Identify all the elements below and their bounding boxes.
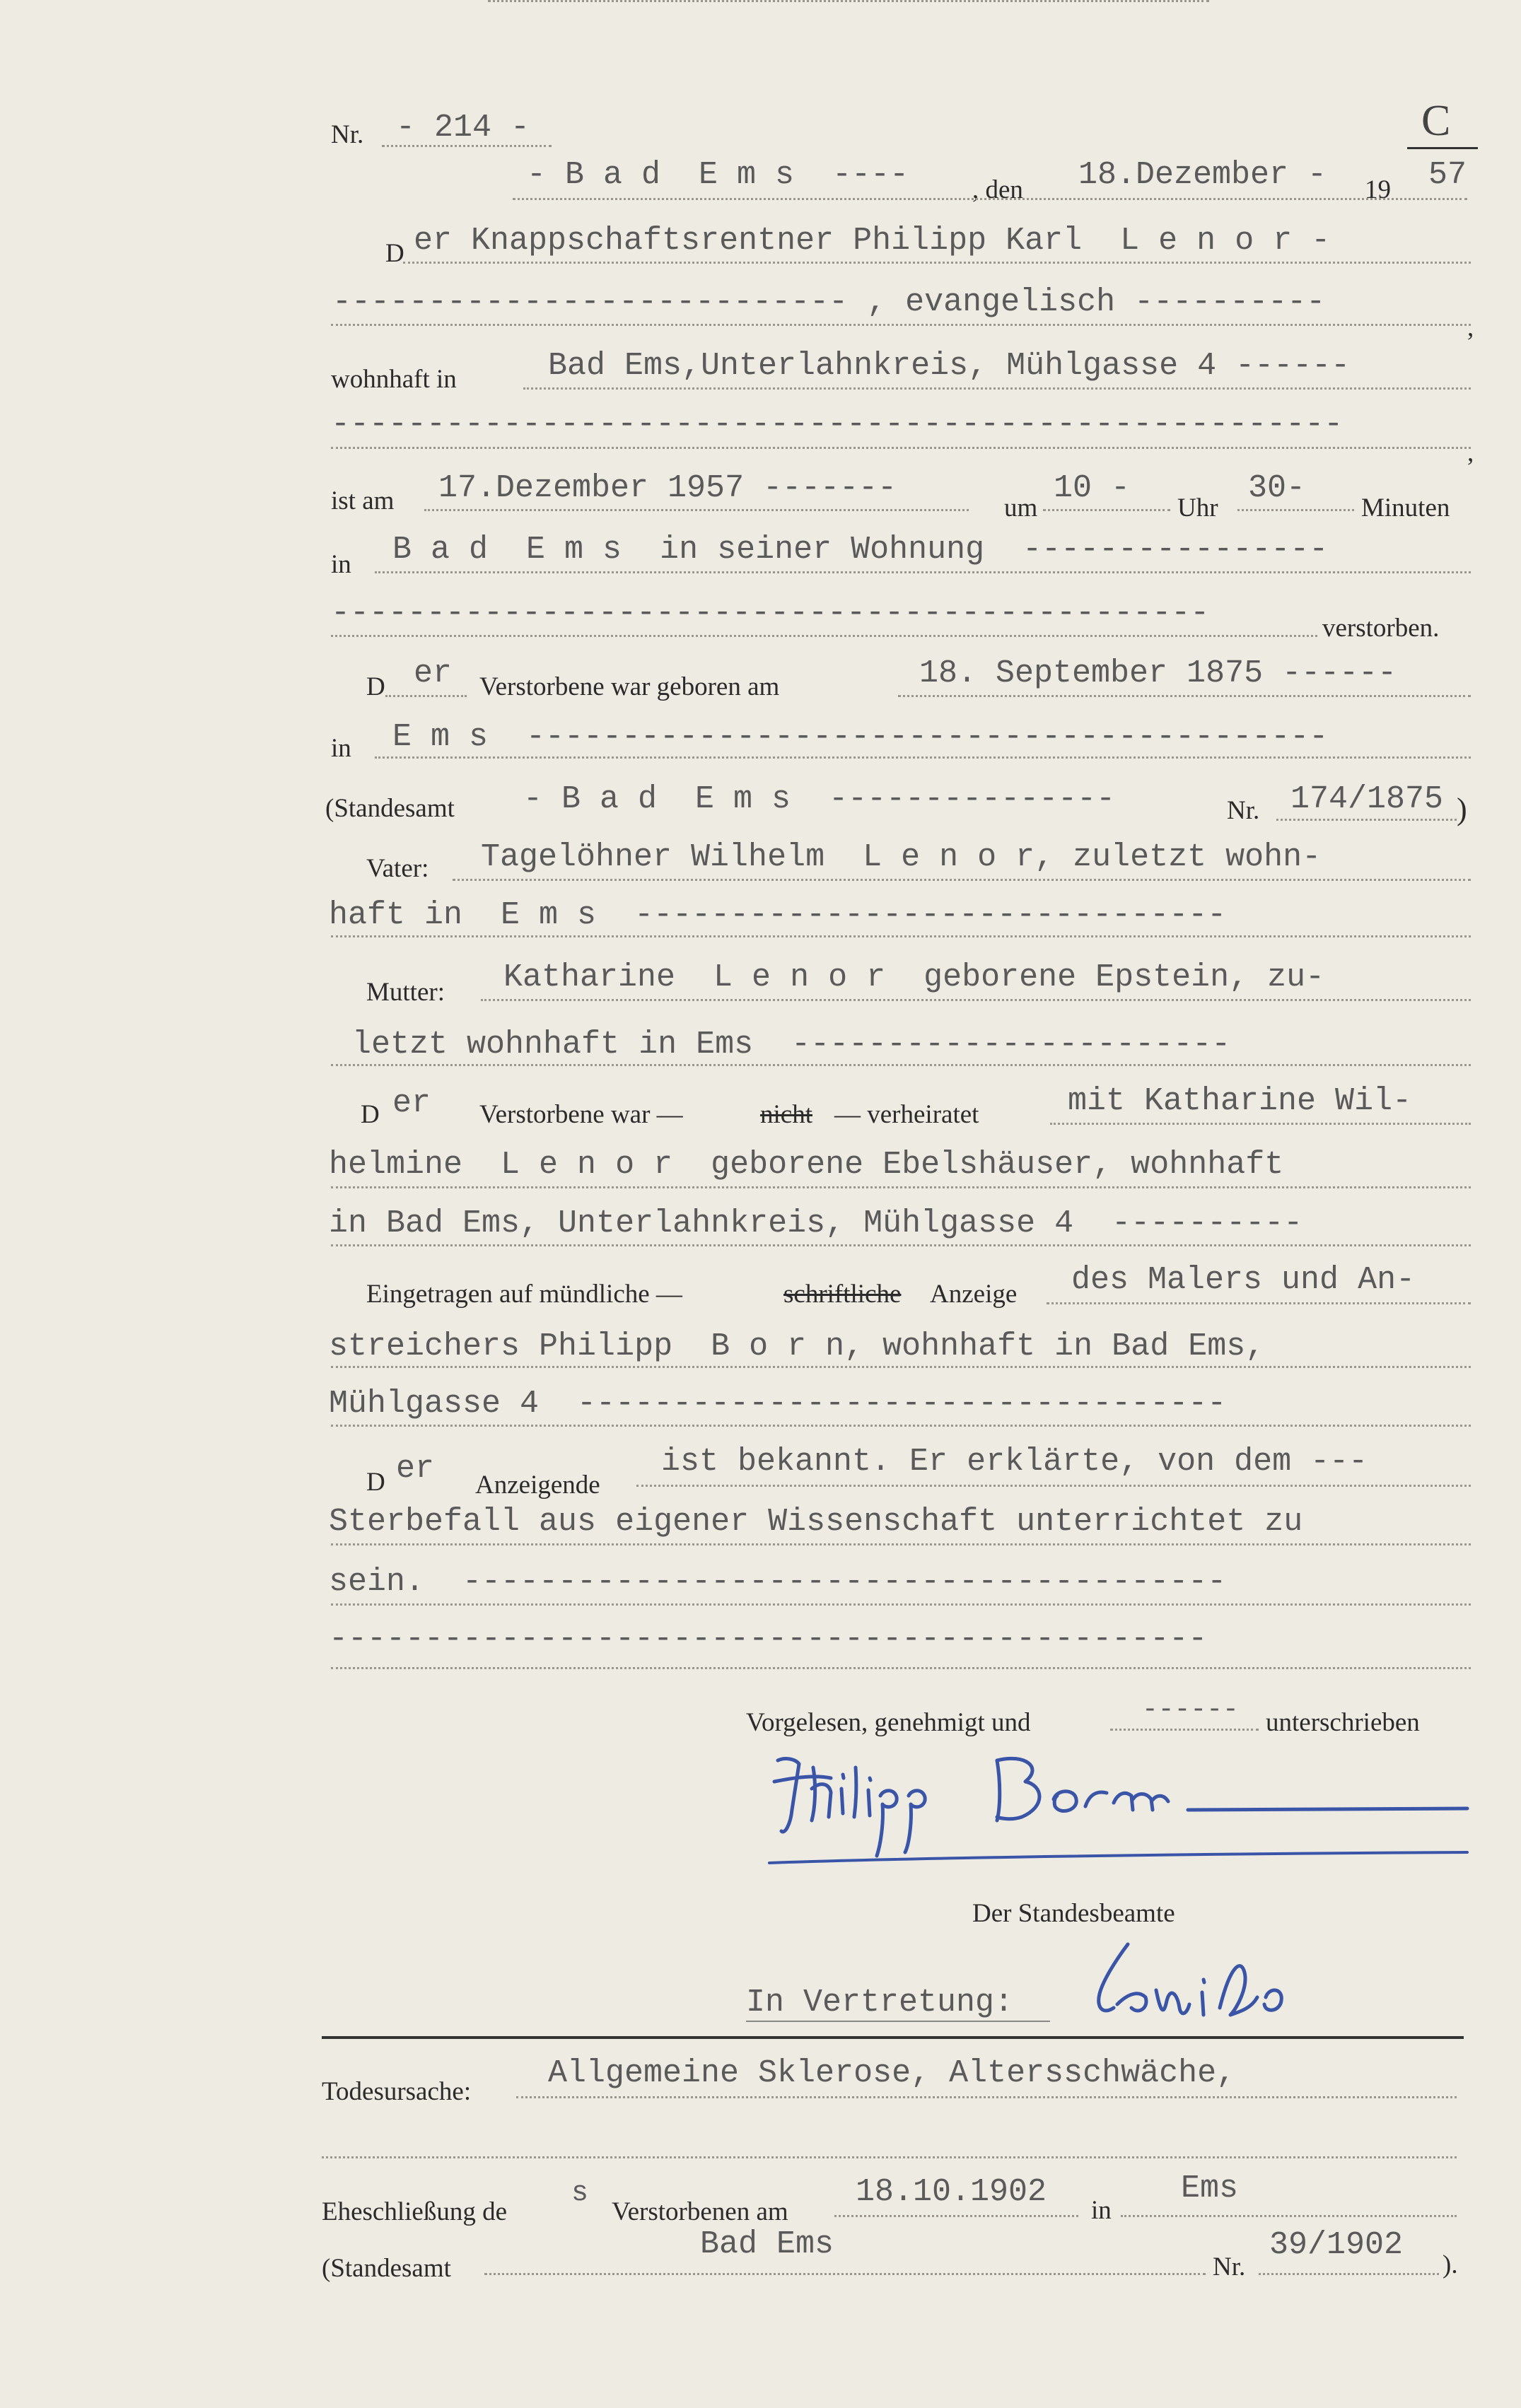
der-standesbeamte-label: Der Standesbeamte <box>972 1899 1175 1928</box>
deceased-comma1: , <box>1467 313 1474 342</box>
mother-dotted-line1 <box>481 999 1471 1001</box>
report-dotted-line2 <box>331 1366 1471 1368</box>
year-suffix: 57 <box>1428 157 1467 193</box>
mother-dotted-line2 <box>331 1064 1471 1066</box>
deceased-line2: --------------------------- , evangelisch ---------- <box>332 284 1326 320</box>
section-separator-rule <box>322 2036 1464 2039</box>
informant-dotted-line2 <box>331 1543 1471 1545</box>
marriage-dotted-line1 <box>1050 1123 1471 1125</box>
report-line2: streichers Philipp B o r n, wohnhaft in Bad Ems, <box>329 1328 1265 1364</box>
marriage-line2: helmine L e n o r geborene Ebelshäuser, wohnhaft <box>329 1147 1284 1183</box>
report-dotted-line3 <box>331 1425 1471 1427</box>
report-label-a: Eingetragen auf mündliche — <box>366 1280 682 1309</box>
birth-place: E m s ------------------------------------------ <box>392 719 1329 755</box>
birth-standesamt-value: - B a d E m s --------------- <box>523 781 1116 817</box>
birth-d-prefix: D <box>366 672 385 701</box>
marriage-label-a: Verstorbene war — <box>479 1100 683 1129</box>
wedding-place-dotted-line <box>1121 2215 1457 2217</box>
wohnhaft-value: Bad Ems,Unterlahnkreis, Mühlgasse 4 ------ <box>548 348 1351 384</box>
death-place-dotted-line2 <box>331 635 1317 637</box>
year-prefix: 19 <box>1365 175 1391 204</box>
birth-geboren-label: Verstorbene war geboren am <box>479 672 780 701</box>
informant-line4: ---------------------------------------------- <box>329 1621 1208 1657</box>
corner-letter: C <box>1421 97 1451 145</box>
wedding-label-a: Eheschließung de <box>322 2197 507 2226</box>
birth-place-dotted-line <box>375 756 1471 759</box>
birth-er-suffix: er <box>414 655 453 691</box>
cause-dotted-line2 <box>322 2156 1457 2158</box>
marriage-label-b: — verheiratet <box>834 1100 979 1129</box>
cause-label: Todesursache: <box>322 2077 472 2106</box>
marriage-er-suffix: er <box>392 1085 431 1121</box>
deceased-comma2: , <box>1467 438 1474 467</box>
marriage-line1: mit Katharine Wil- <box>1068 1083 1412 1119</box>
report-label-b: Anzeige <box>930 1280 1018 1309</box>
wedding-nr-dotted-line <box>1259 2273 1439 2275</box>
vorgelesen-dotted-line <box>1110 1729 1259 1731</box>
birth-close-paren: ) <box>1457 792 1467 826</box>
birth-date: 18. September 1875 ------ <box>919 655 1397 691</box>
in-vertretung-underline <box>746 2021 1050 2022</box>
father-line1: Tagelöhner Wilhelm L e n o r, zuletzt wohn- <box>481 839 1322 875</box>
birth-nr-label: Nr. <box>1227 796 1260 825</box>
ist-am-label: ist am <box>331 486 395 515</box>
wohnhaft-line2: ----------------------------------------------------- <box>331 407 1344 443</box>
informant-er-suffix: er <box>396 1451 435 1487</box>
birth-nr-value: 174/1875 <box>1290 781 1444 817</box>
informant-d-prefix: D <box>366 1468 385 1497</box>
death-minutes-dotted-line <box>1237 509 1354 511</box>
death-place-dotted-line <box>375 571 1471 573</box>
marriage-dotted-line2 <box>331 1186 1471 1188</box>
informant-line3: sein. ---------------------------------------- <box>329 1564 1227 1600</box>
report-line3: Mühlgasse 4 ---------------------------------- <box>329 1386 1227 1422</box>
marriage-nicht-struck: nicht <box>760 1100 812 1129</box>
informant-dotted-line1 <box>636 1485 1471 1487</box>
wedding-place: Ems <box>1181 2170 1239 2207</box>
mother-line1: Katharine L e n o r geborene Epstein, zu- <box>503 959 1325 995</box>
deceased-d-prefix: D <box>385 239 404 268</box>
birth-standesamt-label: (Standesamt <box>325 794 455 823</box>
informant-dotted-line4 <box>331 1667 1471 1669</box>
death-date: 17.Dezember 1957 ------- <box>438 470 897 506</box>
death-hour-dotted-line <box>1043 509 1170 511</box>
wedding-label-b: Verstorbenen am <box>612 2197 788 2226</box>
birth-nr-dotted-line <box>1276 819 1457 821</box>
wedding-in-label: in <box>1091 2196 1112 2225</box>
vorgelesen-blank: ------ <box>1142 1695 1239 1725</box>
wedding-date-dotted-line <box>834 2215 1078 2217</box>
wedding-nr-label: Nr. <box>1213 2252 1246 2281</box>
den-label: , den <box>972 175 1023 204</box>
birth-er-dotted-line <box>385 695 467 697</box>
vorgelesen-label: Vorgelesen, genehmigt und <box>746 1708 1031 1737</box>
nr-dotted-line <box>382 145 552 147</box>
wedding-standesamt-dotted-line <box>484 2273 1206 2275</box>
deceased-line1: er Knappschaftsrentner Philipp Karl L e n o r - <box>414 223 1331 259</box>
father-dotted-line2 <box>331 935 1471 937</box>
marriage-dotted-line3 <box>331 1244 1471 1246</box>
wohnhaft-dotted-line2 <box>331 447 1471 449</box>
deceased-dotted-line1 <box>403 262 1471 264</box>
wohnhaft-dotted-line <box>523 387 1471 390</box>
report-schriftliche-struck: schriftliche <box>783 1280 902 1309</box>
informant-line2: Sterbefall aus eigener Wissenschaft unterrichtet zu <box>329 1504 1303 1540</box>
minuten-label: Minuten <box>1361 493 1450 522</box>
uhr-label: Uhr <box>1177 493 1218 522</box>
date-value: 18.Dezember - <box>1078 157 1327 193</box>
father-line2: haft in E m s ------------------------------- <box>329 897 1227 933</box>
in-vertretung-label: In Vertretung: <box>746 1985 1014 2021</box>
unterschrieben-label: unterschrieben <box>1266 1708 1420 1737</box>
report-line1: des Malers und An- <box>1071 1262 1416 1298</box>
deceased-dotted-line2 <box>331 324 1471 326</box>
informant-line1: ist bekannt. Er erklärte, von dem --- <box>661 1444 1368 1480</box>
date-dotted-line <box>513 198 1467 200</box>
um-label: um <box>1004 493 1038 522</box>
father-dotted-line1 <box>453 879 1471 881</box>
death-in-label: in <box>331 550 351 579</box>
death-place: B a d E m s in seiner Wohnung ---------------- <box>392 532 1329 568</box>
verstorben-label: verstorben. <box>1322 614 1440 643</box>
death-date-dotted-line <box>424 509 969 511</box>
official-signature <box>1089 1937 1329 2029</box>
report-dotted-line1 <box>1047 1302 1471 1304</box>
cause-value: Allgemeine Sklerose, Altersschwäche, <box>548 2055 1236 2091</box>
informant-dotted-line3 <box>331 1603 1471 1606</box>
mother-label: Mutter: <box>366 978 445 1007</box>
place-value: - B a d E m s ---- <box>527 157 909 193</box>
nr-label: Nr. <box>331 120 364 149</box>
death-hour: 10 - <box>1054 470 1131 506</box>
wedding-standesamt-label: (Standesamt <box>322 2254 451 2283</box>
father-label: Vater: <box>366 854 429 883</box>
birth-date-dotted-line <box>898 695 1471 697</box>
wedding-date: 18.10.1902 <box>856 2174 1047 2210</box>
cause-dotted-line1 <box>516 2096 1457 2098</box>
nr-value: - 214 - <box>396 110 530 146</box>
wedding-close: ). <box>1443 2250 1458 2279</box>
corner-letter-underline <box>1407 147 1478 149</box>
wohnhaft-label: wohnhaft in <box>331 365 457 394</box>
birth-in-label: in <box>331 734 351 763</box>
wedding-standesamt-value: Bad Ems <box>700 2226 834 2262</box>
death-place-line2: ---------------------------------------------- <box>331 595 1210 631</box>
wedding-s-suffix: s <box>571 2178 589 2209</box>
death-minutes: 30- <box>1248 470 1306 506</box>
marriage-line3: in Bad Ems, Unterlahnkreis, Mühlgasse 4 ---------- <box>329 1205 1303 1241</box>
informant-label: Anzeigende <box>475 1471 600 1500</box>
wedding-nr-value: 39/1902 <box>1269 2227 1404 2263</box>
informant-signature <box>764 1739 1471 1866</box>
birth-standesamt-dotted-line <box>488 0 1209 2</box>
marriage-d-prefix: D <box>361 1100 380 1129</box>
mother-line2: letzt wohnhaft in Ems ----------------------- <box>352 1027 1231 1063</box>
